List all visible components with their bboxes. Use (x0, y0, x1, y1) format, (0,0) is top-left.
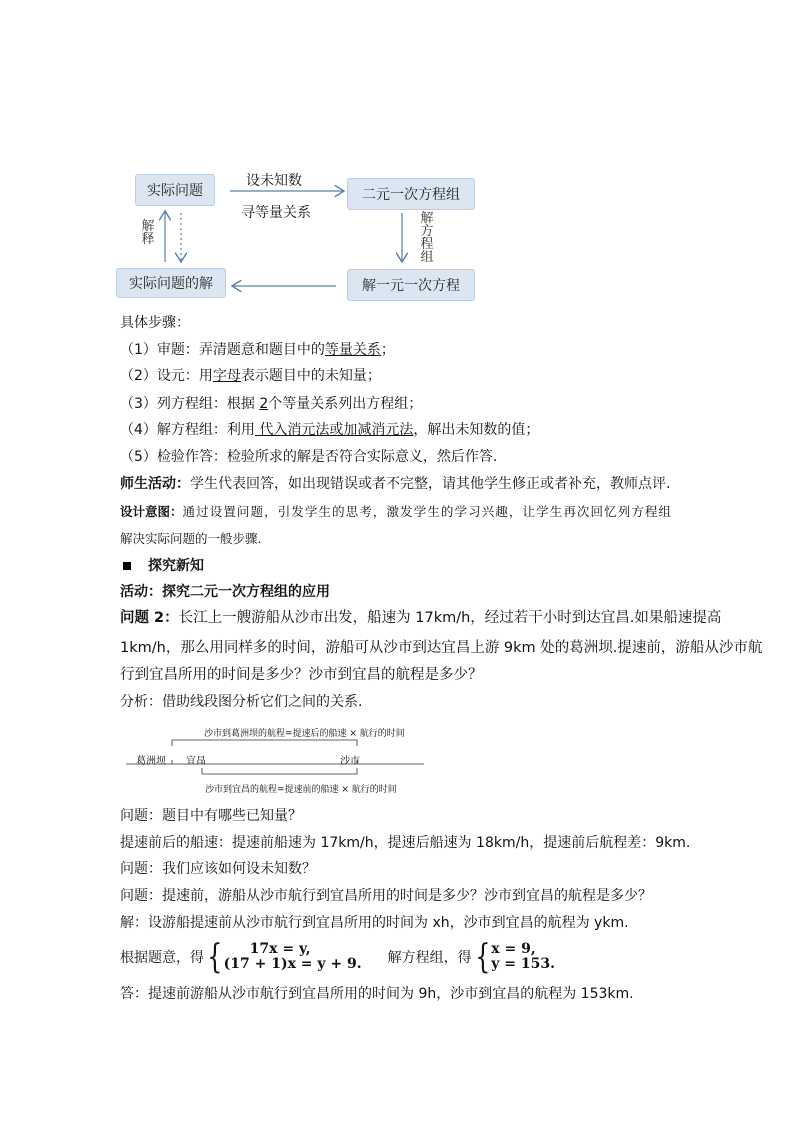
segment-top-label: 沙市到葛洲坝的航程=提速后的船速 × 航行的时间 (204, 729, 405, 739)
teacher-text: 学生代表回答，如出现错误或者不完整，请其他学生修正或者补充，教师点评. (190, 476, 671, 492)
step-2 (120, 366, 381, 386)
segment-point-yichang: 宜昌 (186, 756, 206, 767)
design-intent-line1 (120, 503, 672, 521)
design-text-1: 通过设置问题，引发学生的思考，激发学生的学习兴趣，让学生再次回忆列方程组 (182, 504, 673, 519)
problem-2-text-1: 长江上一艘游船从沙市出发，船速为 17km/h，经过若干小时到达宜昌.如果船速提高 (178, 610, 722, 626)
final-answer: 答：提速前游船从沙市航行到宜昌所用的时间为 9h，沙市到宜昌的航程为 153km. (120, 986, 634, 1002)
flowchart (0, 0, 794, 310)
step-3 (120, 394, 422, 414)
section-title: 探究新知 (148, 558, 204, 574)
analysis-text: 分析：借助线段图分析它们之间的关系. (120, 694, 363, 710)
step-5: （5）检验作答：检验所求的解是否符合实际意义，然后作答. (120, 449, 498, 465)
box-solve-system-label: 解一元一次方程 (362, 278, 460, 294)
left-brace-icon: { (474, 937, 491, 977)
step-1 (120, 340, 395, 360)
segment-lines (120, 722, 430, 798)
step-4-prefix: （4）解方程组：利用 (120, 422, 255, 438)
solution-system (472, 937, 556, 977)
teacher-activity (120, 474, 670, 494)
step-4 (120, 420, 539, 440)
step-1-prefix: （1）审题：弄清题意和题目中的 (120, 342, 325, 358)
problem-2-line2: 1km/h，那么用同样多的时间，游船可从沙市到达宜昌上游 9km 处的葛洲坝.提速前，游船从沙市航 (120, 640, 763, 656)
segment-point-gezhouba: 葛洲坝 (136, 756, 166, 767)
problem-2-line3: 行到宜昌所用的时间是多少？沙市到宜昌的航程是多少？ (120, 667, 483, 683)
section-bullet-icon (123, 562, 131, 570)
solution-x: x = 9, (491, 941, 536, 957)
segment-diagram (120, 722, 430, 798)
segment-point-shashi: 沙市 (340, 756, 360, 767)
label-solve-vertical: 解方程组 (420, 211, 434, 265)
equation-system (204, 937, 362, 977)
step-3-prefix: （3）列方程组：根据 (120, 396, 260, 412)
step-1-suffix: ； (380, 342, 395, 358)
design-intent-line2: 解决实际问题的一般步骤. (120, 531, 262, 546)
box-equation-system-label: 二元一次方程组 (362, 187, 460, 203)
flowchart-arrows (0, 0, 794, 310)
step-2-underline: 字母 (212, 368, 241, 384)
step-1-underline: 等量关系 (324, 342, 381, 358)
step-2-suffix: 表示题目中的未知量； (240, 368, 381, 384)
step-4-underline: 代入消元法或加减消元法 (254, 422, 414, 438)
answer-1: 提速前后的船速：提速前船速为 17km/h，提速后船速为 18km/h，提速前后航程差：9km. (120, 835, 691, 851)
problem-2-line1 (120, 608, 721, 628)
equation-2: (17 + 1)x = y + 9. (223, 956, 362, 972)
box-actual-problem-label: 实际问题 (147, 183, 203, 199)
segment-bottom-label: 沙市到宜昌的航程=提速前的船速 × 航行的时间 (205, 785, 397, 795)
solve-label: 解方程组，得 (387, 950, 472, 966)
label-set-unknown: 设未知数 (246, 173, 302, 189)
equation-1: 17x = y, (249, 941, 311, 957)
by-meaning-label: 根据题意，得 (120, 950, 204, 966)
solution-setup: 解：设游船提速前从沙市航行到宜昌所用的时间为 xh，沙市到宜昌的航程为 ykm. (120, 915, 629, 931)
step-2-prefix: （2）设元：用 (120, 368, 213, 384)
question-2: 问题：我们应该如何设未知数？ (120, 861, 316, 877)
activity-label: 活动：探究二元一次方程组的应用 (120, 584, 330, 600)
steps-heading: 具体步骤： (120, 315, 190, 331)
problem-2-label: 问题 2： (120, 610, 179, 626)
equation-line (120, 937, 556, 977)
design-label: 设计意图： (120, 504, 183, 519)
label-explain-vertical: 解释 (141, 219, 155, 247)
question-3: 问题：提速前，游船从沙市航行到宜昌所用的时间是多少？沙市到宜昌的航程是多少？ (120, 888, 652, 904)
step-3-suffix: 个等量关系列出方程组； (268, 396, 423, 412)
box-actual-solution-label: 实际问题的解 (129, 276, 213, 292)
step-3-underline: 2 (259, 396, 269, 412)
left-brace-icon: { (207, 937, 223, 977)
label-find-relation: 寻等量关系 (241, 205, 311, 221)
question-1: 问题：题目中有哪些已知量？ (120, 808, 302, 824)
step-4-suffix: ，解出未知数的值； (413, 422, 540, 438)
teacher-label: 师生活动： (120, 476, 190, 492)
solution-y: y = 153. (491, 956, 556, 972)
